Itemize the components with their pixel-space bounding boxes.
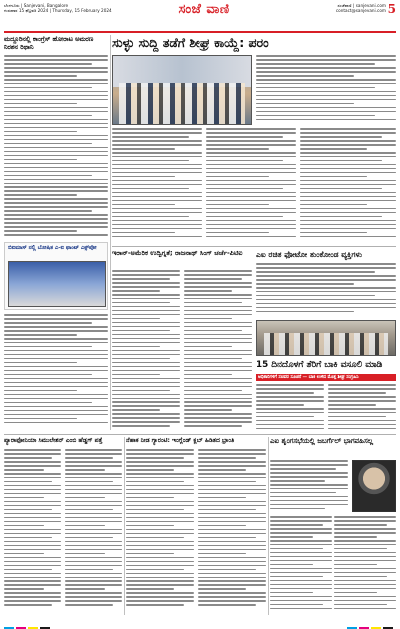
portrait-photo (352, 460, 396, 512)
masthead-right-line2: contact@sanjevani.com (335, 8, 386, 14)
masthead (4, 2, 396, 32)
masthead-right-line1: ಸಂಜೆವಾಣಿ | sanjevani.com (337, 3, 386, 8)
bottom-right-text-top (270, 460, 348, 514)
top-left-headline: ಮದ್ದೂರಿನಲ್ಲಿ ಕಾಂಗ್ರೆಸ್ ಹೋರಾಟ ಅಮರಣ ನಿರಶನ ರಿಥಾನಿ (4, 35, 94, 51)
bottom-right-col2 (334, 516, 396, 615)
main-article-col1 (112, 128, 202, 243)
left-column-text-2 (4, 314, 108, 426)
bottom-left-col2 (65, 449, 122, 615)
color-registration-strip (4, 618, 396, 626)
main-group-photo (112, 55, 252, 125)
masthead-rule (4, 31, 396, 33)
bottom-right-headline: ಎಐ ಶೃಂಗಸಭೆಯಲ್ಲಿ ಜಬರ್ಗೆಲ್ ಭಾಗವಹಿಸಲ್ಲ (270, 437, 374, 445)
mid-article-col1 (112, 270, 180, 432)
bottom-right-col1 (270, 516, 332, 615)
masthead-left (4, 3, 124, 14)
section-divider-1 (112, 246, 396, 247)
page-number: 5 (387, 2, 396, 16)
main-article-col2 (206, 128, 296, 243)
left-promo-headline: ಬಿಐಮಾಸ್ ನಲ್ಲಿ ಬೋಷಿತ ಎ-ಐ ಫಾಂಟ್ ಎಕ್ಸ್‌ಪೋ (8, 245, 97, 251)
masthead-right (266, 3, 386, 14)
left-column-text (4, 55, 108, 240)
bottom-left-col1 (4, 449, 61, 615)
wide-subhead: ಅಧಿಕಾರಿಗಳಿಗೆ ಸಚಿವರ ಸೂಚನೆ — ಬಾಕಿ ಉಳಿದ ಮೊತ್ತ ಶೀಘ್ರ ಸಂಗ್ರಹಿಸಿ (256, 374, 396, 381)
secondary-photo (256, 320, 396, 356)
left-promo-box (4, 242, 108, 310)
wide-article-col2 (328, 384, 396, 432)
bottom-mid-headline: ನೆಹಾಕ ನೀಡ ಗ್ಯಾರಂಟಿ: ಇಂಗ್ಲೆಂಡ್ ಕ್ಲಬ್ ಹಿಡಿತದ ಭ್ರಾಂತಿ (126, 437, 235, 444)
mid-article-col2 (184, 270, 252, 432)
main-article-col3 (300, 128, 396, 243)
masthead-left-line2: ಗುರುವಾರ 15 ಫೆಬ್ರವರಿ 2024 | Thursday, 15 February 2024 (4, 8, 112, 14)
bottom-left-headline: ಪ್ಯಾರಾಫೋನಿಯಾ ಸಿಮುಲೇಶನ್ ಎಂಬಿ ಹೆಡ್ಡಗ್ ಪತ್ತೆ (4, 437, 103, 444)
wide-article-col1 (256, 384, 324, 432)
column-divider (110, 35, 111, 430)
promo-photo (8, 261, 106, 307)
newspaper-title: ಸಂಜೆ ವಾಣಿ (178, 2, 230, 17)
main-article-text-right (256, 55, 396, 125)
masthead-left-line1: ಬೆಂಗಳೂರು | Sanjevani, Bangalore (4, 3, 69, 8)
bottom-mid-col1 (126, 449, 194, 615)
mid-headline: ಇರಾನ್-ಅಮೆರಿಕ ಉದ್ವಿಗ್ನತೆ; ರಾಜನಾಥ್ ಸಿಂಗ್ ಚರ್ಚೆ-ಪಿಟಿಐ (112, 249, 243, 257)
mid-right-headline: ಎಐ ರಚಿತ ಫೋಟೋ ತುಂಕೋಂಡ ವ್ಯಕ್ತಿಗಳು (256, 250, 363, 259)
top-main-headline: ಸುಳ್ಳು ಸುದ್ದಿ ತಡೆಗೆ ಶೀಘ್ರ ಕಾಯ್ದೆ: ಪರಂ (112, 35, 269, 50)
mid-right-article-text (256, 263, 396, 318)
wide-headline: 15 ದಿನದೊಳಗೆ ತೆರಿಗೆ ಬಾಕಿ ವಸೂಲಿ ಮಾಡಿ (256, 360, 383, 370)
bottom-mid-col2 (198, 449, 266, 615)
bottom-divider-2 (268, 437, 269, 615)
bottom-divider-1 (124, 437, 125, 615)
section-divider-2 (4, 434, 396, 435)
